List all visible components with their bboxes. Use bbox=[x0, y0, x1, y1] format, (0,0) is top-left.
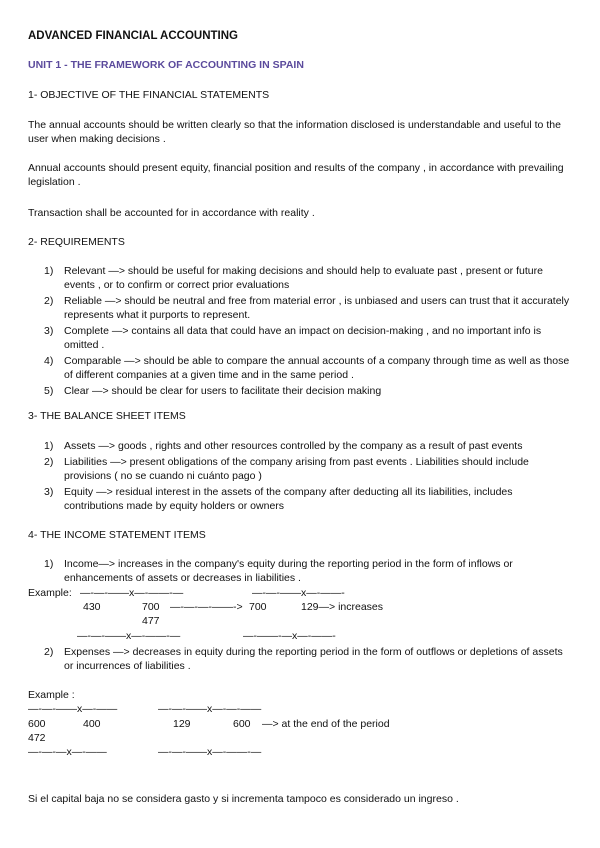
section-4-heading: 4- THE INCOME STATEMENT ITEMS bbox=[28, 529, 206, 541]
example-1-value: 700 bbox=[142, 601, 160, 613]
list-item bbox=[44, 557, 574, 585]
example-1-arrow: —-—-—-——-> bbox=[170, 601, 243, 613]
example-2-tline-left: —-—-—x—-—— bbox=[28, 746, 107, 758]
list-item bbox=[44, 384, 574, 398]
item-text: Liabilities —> present obligations of the company arising from past events . Liabilities should include provisions ( no se cuando ni cuánto pago ) bbox=[64, 456, 529, 482]
unit-heading: UNIT 1 - THE FRAMEWORK OF ACCOUNTING IN SPAIN bbox=[28, 59, 304, 71]
income-list-1 bbox=[44, 557, 574, 587]
example-2-value: 600 bbox=[233, 718, 251, 730]
item-number: 2) bbox=[44, 295, 54, 307]
item-text: Complete —> contains all data that could have an impact on decision-making , and no important info is omitted . bbox=[64, 325, 542, 351]
item-number: 1) bbox=[44, 440, 54, 452]
example-2-value: 129 bbox=[173, 718, 191, 730]
item-text: Expenses —> decreases in equity during the reporting period in the form of outflows or depletions of assets or incurrences of liabilities . bbox=[64, 646, 563, 672]
example-2-tline-right: —-—-——x—-—-—— bbox=[158, 703, 262, 715]
example-2-note: —> at the end of the period bbox=[262, 718, 390, 730]
example-1-label: Example: bbox=[28, 587, 72, 599]
example-1-tline-right: —-—-——x—-——- bbox=[252, 587, 345, 599]
list-item bbox=[44, 324, 574, 352]
item-number: 2) bbox=[44, 646, 54, 658]
section-2-heading: 2- REQUIREMENTS bbox=[28, 236, 125, 248]
item-number: 3) bbox=[44, 325, 54, 337]
list-item bbox=[44, 439, 574, 453]
example-1-value: 129—> increases bbox=[301, 601, 384, 613]
document-title: ADVANCED FINANCIAL ACCOUNTING bbox=[28, 30, 238, 42]
list-item bbox=[44, 294, 574, 322]
requirements-list bbox=[44, 264, 574, 400]
example-1-tline-left: —-—-——x—-——-— bbox=[80, 587, 184, 599]
item-number: 3) bbox=[44, 486, 54, 498]
item-text: Assets —> goods , rights and other resources controlled by the company as a result of past events bbox=[64, 440, 523, 452]
section-3-heading: 3- THE BALANCE SHEET ITEMS bbox=[28, 410, 186, 422]
balance-sheet-list bbox=[44, 439, 574, 515]
section-1-heading: 1- OBJECTIVE OF THE FINANCIAL STATEMENTS bbox=[28, 89, 270, 101]
item-text: Reliable —> should be neutral and free from material error , is unbiased and users can trust that it accurately represents what it purports to represent. bbox=[64, 295, 570, 321]
example-1-tline-left: —-—-——x—-——-— bbox=[77, 630, 181, 642]
example-2-value: 400 bbox=[83, 718, 101, 730]
example-2-value: 600 bbox=[28, 718, 46, 730]
list-item bbox=[44, 264, 574, 292]
item-text: Relevant —> should be useful for making decisions and should help to evaluate past , present or future events , or to confirm or correct prior evaluations bbox=[64, 265, 543, 291]
paragraph-2: Annual accounts should present equity, financial position and results of the company , in accordance with prevailing legislation . bbox=[28, 162, 564, 188]
paragraph-3: Transaction shall be accounted for in accordance with reality . bbox=[28, 207, 315, 219]
item-text: Equity —> residual interest in the assets of the company after deducting all its liabilities, includes contributions made by equity holders or owners bbox=[64, 486, 513, 512]
example-1-tline-right: —-——-—x—-——- bbox=[243, 630, 336, 642]
item-number: 1) bbox=[44, 265, 54, 277]
example-2-value: 472 bbox=[28, 732, 46, 744]
example-1-value: 430 bbox=[83, 601, 101, 613]
example-1-value: 700 bbox=[249, 601, 267, 613]
item-text: Clear —> should be clear for users to facilitate their decision making bbox=[64, 385, 382, 397]
item-number: 1) bbox=[44, 558, 54, 570]
item-number: 2) bbox=[44, 456, 54, 468]
item-text: Comparable —> should be able to compare the annual accounts of a company through time as well as those of different companies at a given time and in the same period . bbox=[64, 355, 570, 381]
list-item bbox=[44, 455, 574, 483]
list-item bbox=[44, 354, 574, 382]
item-number: 4) bbox=[44, 355, 54, 367]
example-2-tline-right: —-—-——x—-——-— bbox=[158, 746, 262, 758]
item-text: Income—> increases in the company's equity during the reporting period in the form of inflows or enhancements of assets or decreases in liabilities . bbox=[64, 558, 513, 584]
paragraph-1: The annual accounts should be written clearly so that the information disclosed is understandable and useful to the user when making decisions . bbox=[28, 119, 561, 145]
list-item bbox=[44, 645, 574, 673]
example-2-label: Example : bbox=[28, 689, 75, 701]
closing-note: Si el capital baja no se considera gasto y si incrementa tampoco es considerado un ingreso . bbox=[28, 793, 459, 805]
example-1-value: 477 bbox=[142, 615, 160, 627]
income-list-2 bbox=[44, 645, 574, 675]
item-number: 5) bbox=[44, 385, 54, 397]
example-2-tline-left: —-—-——x—-—— bbox=[28, 703, 118, 715]
list-item bbox=[44, 485, 574, 513]
